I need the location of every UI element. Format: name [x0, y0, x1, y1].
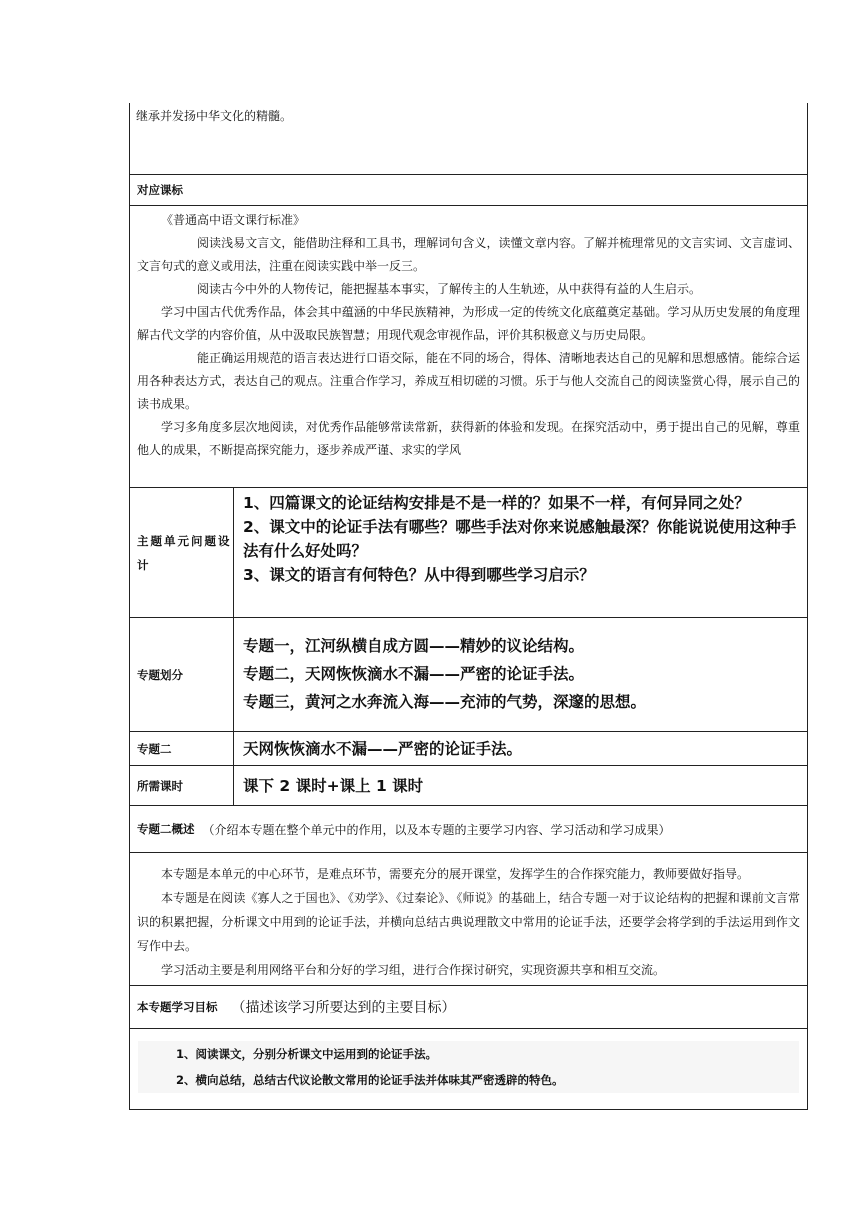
overview-paragraph: 本专题是本单元的中心环节，是难点环节，需要充分的展开课堂，发挥学生的合作探究能力，教师要做好指导。 [161, 867, 750, 881]
topic-two-value: 天网恢恢滴水不漏——严密的论证手法。 [243, 739, 523, 758]
goal-item: 2、横向总结，总结古代议论散文常用的论证手法并体味其严密透辟的特色。 [176, 1073, 564, 1087]
hours-row [130, 766, 807, 806]
topic-division-cell [234, 618, 807, 731]
hours-cell [234, 766, 807, 805]
topic-item: 专题二，天网恢恢滴水不漏——严密的论证手法。 [243, 665, 585, 683]
intro-tail-text: 继承并发扬中华文化的精髓。 [136, 109, 293, 123]
standards-paragraph: 阅读古今中外的人物传记，能把握基本事实，了解传主的人生轨迹，从中获得有益的人生启示。 [197, 282, 702, 296]
standards-header-row [130, 175, 807, 206]
standards-header: 对应课标 [137, 183, 183, 197]
lesson-plan-table [129, 103, 808, 1110]
overview-paragraph: 本专题是在阅读《寡人之于国也》、《劝学》、《过秦论》、《师说》的基础上，结合专题一对于议论结构的把握和课前文言常识的积累把握，分析课文中用到的论证手法，并横向总结古典说理散文中常用的论证手法，还要学会将学到的手法运用到作文写作中去。 [137, 891, 800, 953]
goals-body-row [130, 1029, 807, 1110]
goals-header-row [130, 986, 807, 1029]
standards-paragraph: 阅读浅易文言文，能借助注释和工具书，理解词句含义，读懂文章内容。了解并梳理常见的文言实词、文言虚词、文言句式的意义或用法，注重在阅读实践中举一反三。 [137, 236, 800, 273]
standards-paragraph: 能正确运用规范的语言表达进行口语交际，能在不同的场合，得体、清晰地表达自己的见解和思想感情。能综合运用各种表达方式，表达自己的观点。注重合作学习，养成互相切磋的习惯。乐于与他人交流自己的阅读鉴赏心得，展示自己的读书成果。 [137, 351, 800, 411]
unit-questions-cell [234, 488, 807, 617]
topic-two-label-cell [130, 732, 234, 765]
topic-two-cell [234, 732, 807, 765]
question-item: 3、课文的语言有何特色？从中得到哪些学习启示？ [243, 566, 595, 584]
standards-paragraph: 学习中国古代优秀作品，体会其中蕴涵的中华民族精神，为形成一定的传统文化底蕴奠定基础。学习从历史发展的角度理解古代文学的内容价值，从中汲取民族智慧；用现代观念审视作品，评价其积极意义与历史局限。 [137, 305, 800, 342]
topic-division-label: 专题划分 [137, 667, 183, 682]
overview-body-row [130, 853, 807, 986]
overview-label: 专题二概述 [137, 822, 195, 836]
hours-value: 课下 2 课时+课上 1 课时 [243, 776, 424, 795]
intro-tail-row [130, 103, 807, 175]
goals-label: 本专题学习目标 [137, 1000, 218, 1014]
unit-questions-label: 主题单元问题设计 [137, 533, 232, 572]
topic-item: 专题三，黄河之水奔流入海——充沛的气势，深邃的思想。 [243, 693, 647, 711]
unit-questions-row [130, 488, 807, 618]
topic-two-label: 专题二 [137, 741, 172, 756]
standards-paragraph: 学习多角度多层次地阅读，对优秀作品能够常读常新，获得新的体验和发现。在探究活动中，勇于提出自己的见解，尊重他人的成果，不断提高探究能力，逐步养成严谨、求实的学风 [137, 420, 800, 457]
goals-list [138, 1041, 799, 1093]
standards-title: 《普通高中语文课行标准》 [161, 213, 306, 227]
overview-note: （介绍本专题在整个单元中的作用，以及本专题的主要学习内容、学习活动和学习成果） [202, 822, 671, 837]
topic-two-row [130, 732, 807, 766]
topic-division-label-cell [130, 618, 234, 731]
topic-item: 专题一，江河纵横自成方圆——精妙的议论结构。 [243, 637, 585, 655]
question-item: 2、课文中的论证手法有哪些？哪些手法对你来说感触最深？你能说说使用这种手法有什么好处吗？ [243, 518, 797, 560]
hours-label-cell [130, 766, 234, 805]
overview-header-row [130, 806, 807, 853]
overview-paragraph: 学习活动主要是利用网络平台和分好的学习组，进行合作探讨研究，实现资源共享和相互交流。 [161, 963, 666, 977]
goal-item: 1、阅读课文，分别分析课文中运用到的论证手法。 [176, 1047, 437, 1061]
topic-division-row [130, 618, 807, 732]
hours-label: 所需课时 [137, 778, 183, 793]
goals-note: （描述该学习所要达到的主要目标） [231, 1000, 456, 1016]
unit-questions-label-cell [130, 488, 234, 617]
standards-body-row [130, 206, 807, 488]
question-item: 1、四篇课文的论证结构安排是不是一样的？如果不一样，有何异同之处？ [243, 494, 750, 512]
